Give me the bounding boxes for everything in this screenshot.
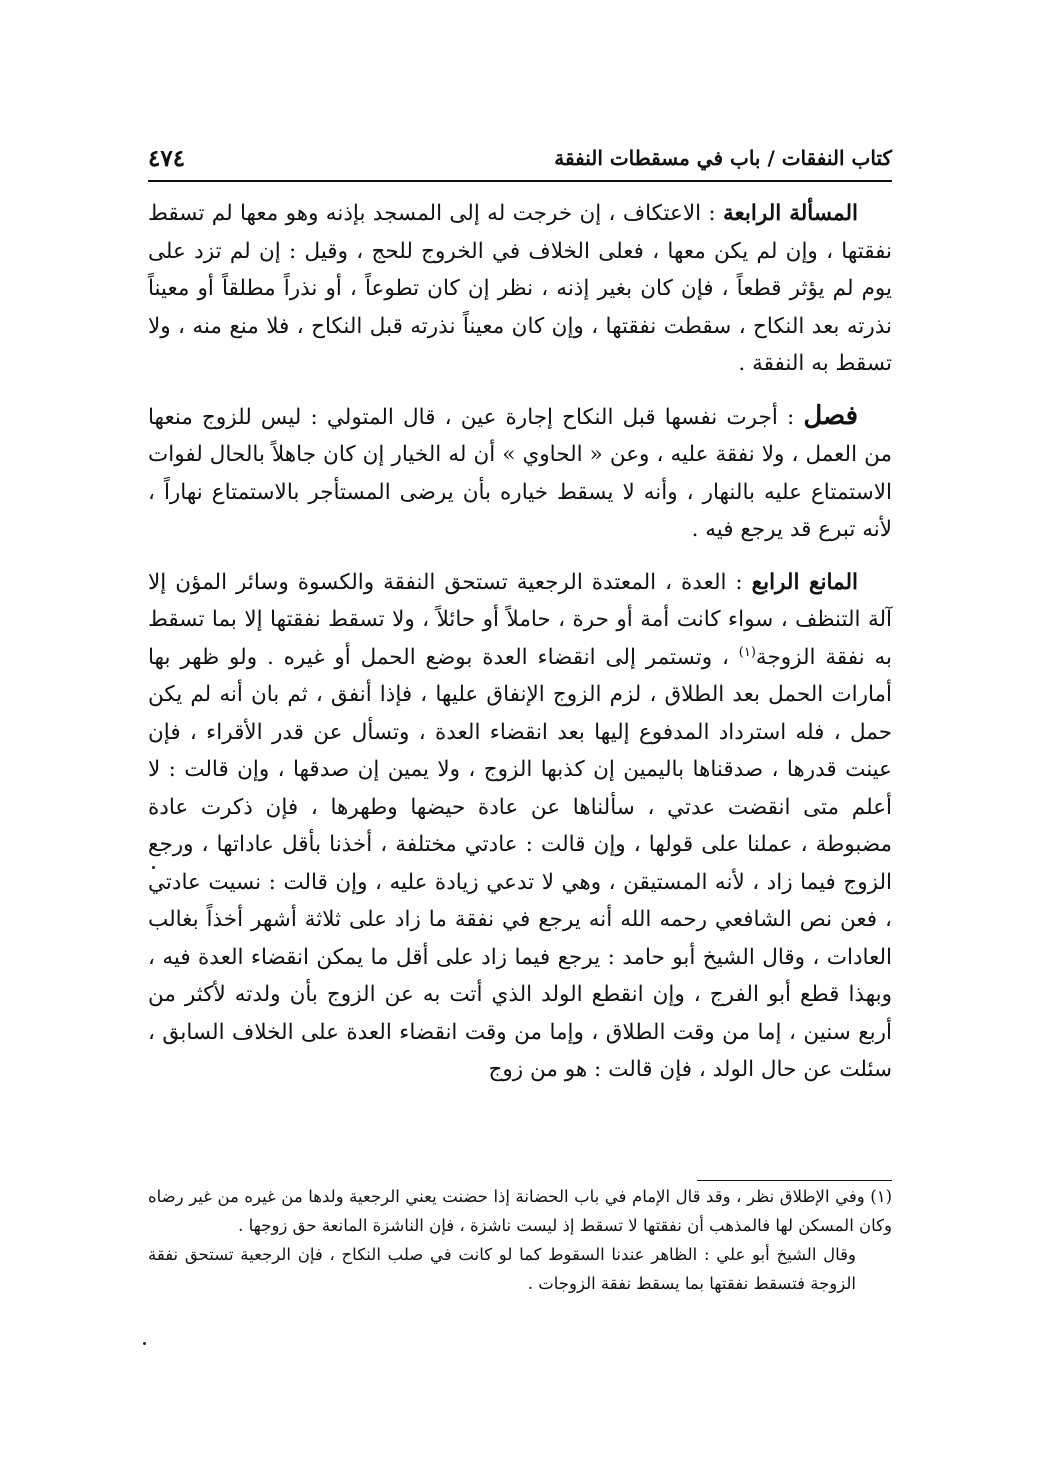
running-title: كتاب النفقات / باب في مسقطات النفقة xyxy=(554,146,892,170)
footnote-reference[interactable]: (١) xyxy=(738,644,756,660)
paragraph-text: : الاعتكاف ، إن خرجت له إلى المسجد بإذنه وهو معها لم تسقط نفقتها ، وإن لم يكن معها ، فعلى الخلاف في الخروج للحج ، وقيل : إن لم تزد على يوم لم يؤثر قطعاً ، فإن كان بغير إذنه ، نظر إن كان تطوعاً ، أو نذراً مطلقاً أو معيناً نذرته بعد النكاح ، سقطت نفقتها ، وإن كان معيناً نذرته قبل النكاح ، فلا منع منه ، ولا تسقط به النفقة . xyxy=(148,201,892,376)
paragraph-mani-rabi xyxy=(148,564,892,1089)
scan-speck xyxy=(152,866,155,869)
footnote-text: وفي الإطلاق نظر ، وقد قال الإمام في باب الحضانة إذا حضنت يعني الرجعية ولدها من غيره من غير رضاه وكان المسكن لها فالمذهب أن نفقتها لا تسقط إذ ليست ناشزة ، فإن الناشزة المانعة حق زوجها . xyxy=(148,1187,892,1235)
footnote-1 xyxy=(148,1182,892,1240)
paragraph-masala-rabia xyxy=(148,195,892,383)
paragraph-lead: المسألة الرابعة xyxy=(723,201,858,226)
footnote-rule xyxy=(697,1180,892,1181)
main-text xyxy=(148,195,892,1104)
footnotes xyxy=(148,1182,892,1298)
page-number: ٤٧٤ xyxy=(148,144,186,172)
footnote-1-continued: وقال الشيخ أبو علي : الظاهر عندنا السقوط كما لو كانت في صلب النكاح ، فإن الرجعية تستحق نفقة الزوجة فتسقط نفقتها بما يسقط نفقة الزوجات . xyxy=(148,1245,856,1293)
paragraph-text-continued: ، وتستمر إلى انقضاء العدة بوضع الحمل أو غيره . ولو ظهر بها أمارات الحمل بعد الطلاق ، لزم الزوج الإنفاق عليها ، فإذا أنفق ، ثم بان أنه لم يكن حمل ، فله استرداد المدفوع إليها بعد انقضاء العدة ، وتسأل عن قدر الأقراء ، فإن عينت قدرها ، صدقناها باليمين إن كذبها الزوج ، ولا يمين إن صدقها ، وإن قالت : لا أعلم متى انقضت عدتي ، سألناها عن عادة حيضها وطهرها ، فإن ذكرت عادة مضبوطة ، عملنا على قولها ، وإن قالت : عادتي مختلفة ، أخذنا بأقل عاداتها ، ورجع الزوج فيما زاد ، لأنه المستيقن ، وهي لا تدعي زيادة عليه ، وإن قالت : نسيت عادتي ، فعن نص الشافعي رحمه الله أنه يرجع في نفقة ما زاد على ثلاثة أشهر أخذاً بغالب العادات ، وقال الشيخ أبو حامد : يرجع فيما زاد على أقل ما يمكن انقضاء العدة فيه ، وبهذا قطع أبو الفرج ، وإن انقطع الولد الذي أتت به عن الزوج بأن ولدته لأكثر من أربع سنين ، إما من وقت الطلاق ، وإما من وقت انقضاء العدة على الخلاف السابق ، سئلت عن حال الولد ، فإن قالت : هو من زوج xyxy=(148,644,892,1082)
header-rule xyxy=(148,180,892,182)
paragraph-fasl xyxy=(148,398,892,549)
scan-speck xyxy=(143,1342,146,1345)
paragraph-text: : العدة ، المعتدة الرجعية تستحق النفقة والكسوة وسائر المؤن إلا آلة التنظف ، سواء كانت أمة أو حرة ، حاملاً أو حائلاً ، ولا تسقط نفقتها إلا بما تسقط به نفقة الزوجة xyxy=(148,569,892,670)
footnote-marker: (١) xyxy=(870,1187,892,1206)
paragraph-lead: فصل xyxy=(803,400,858,431)
paragraph-text: : أجرت نفسها قبل النكاح إجارة عين ، قال المتولي : ليس للزوج منعها من العمل ، ولا نفقة عليه ، وعن « الحاوي » أن له الخيار إن كان جاهلاً بالحال لفوات الاستمتاع عليه بالنهار ، وأنه لا يسقط خياره بأن يرضى المستأجر بالاستمتاع نهاراً ، لأنه تبرع قد يرجع فيه . xyxy=(148,404,892,542)
paragraph-lead: المانع الرابع xyxy=(751,569,858,595)
page-header xyxy=(148,138,892,178)
